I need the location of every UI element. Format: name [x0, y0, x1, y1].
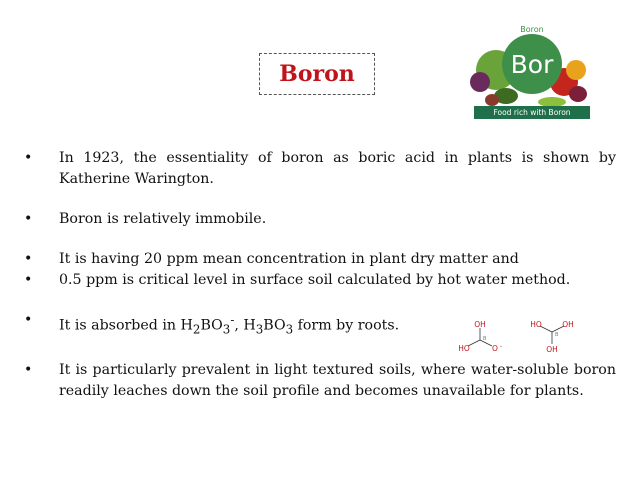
- molecule-charge: -: [500, 343, 503, 350]
- bullet-text: Boron is relatively immobile.: [59, 211, 267, 227]
- bullet-text-absorbed: It is absorbed in $H_2BO_3^-$, $H_3BO_3$ form by roots.: [59, 313, 400, 337]
- bullet-marker: •: [24, 361, 33, 378]
- molecule-atom-left: HO: [530, 320, 542, 329]
- boron-food-logo: [466, 20, 594, 120]
- grapes-shape: [470, 72, 490, 92]
- boric-acid-structure: [522, 318, 582, 354]
- bullet-item: [24, 148, 616, 190]
- bullet-item: [24, 209, 616, 230]
- bullet-marker: •: [24, 272, 33, 288]
- logo-arc-label: Boron: [520, 25, 544, 34]
- molecule-atom-center: B: [555, 332, 559, 338]
- slide-title: Boron: [279, 61, 355, 87]
- molecule-atom-left: HO: [458, 344, 470, 353]
- bullet-text: It is having 20 ppm mean concentration in plant dry matter and: [59, 251, 519, 267]
- title-box: [259, 53, 375, 95]
- bullet-list: [24, 148, 616, 402]
- logo-word: Bor: [510, 50, 554, 79]
- bullet-text: In 1923, the essentiality of boron as boric acid in plants is shown by Katherine Warington.: [59, 150, 616, 187]
- bullet-marker: •: [24, 211, 33, 227]
- fig-shape: [485, 94, 499, 106]
- bullet-item: [24, 270, 616, 291]
- molecule-atom-top: OH: [474, 320, 486, 329]
- borate-structure: [450, 318, 510, 354]
- bullet-marker: •: [24, 251, 33, 267]
- bullet-marker: •: [24, 312, 33, 328]
- bullet-text: It is particularly prevalent in light textured soils, where water-soluble boron readily leaches down the soil profile and becomes unavailable for plants.: [59, 361, 616, 399]
- molecule-atom-right: OH: [562, 320, 574, 329]
- molecule-atom-right: O: [492, 344, 498, 353]
- bullet-item: [24, 249, 616, 270]
- bullet-text: 0.5 ppm is critical level in surface soil calculated by hot water method.: [59, 272, 571, 288]
- molecule-atom-bottom: OH: [546, 345, 558, 354]
- beet-shape: [569, 86, 587, 102]
- molecule-atom-center: B: [483, 336, 487, 342]
- pepper-shape: [566, 60, 586, 80]
- bullet-marker: •: [24, 150, 33, 166]
- bullet-item: [24, 360, 616, 402]
- logo-caption: Food rich with Boron: [474, 106, 590, 119]
